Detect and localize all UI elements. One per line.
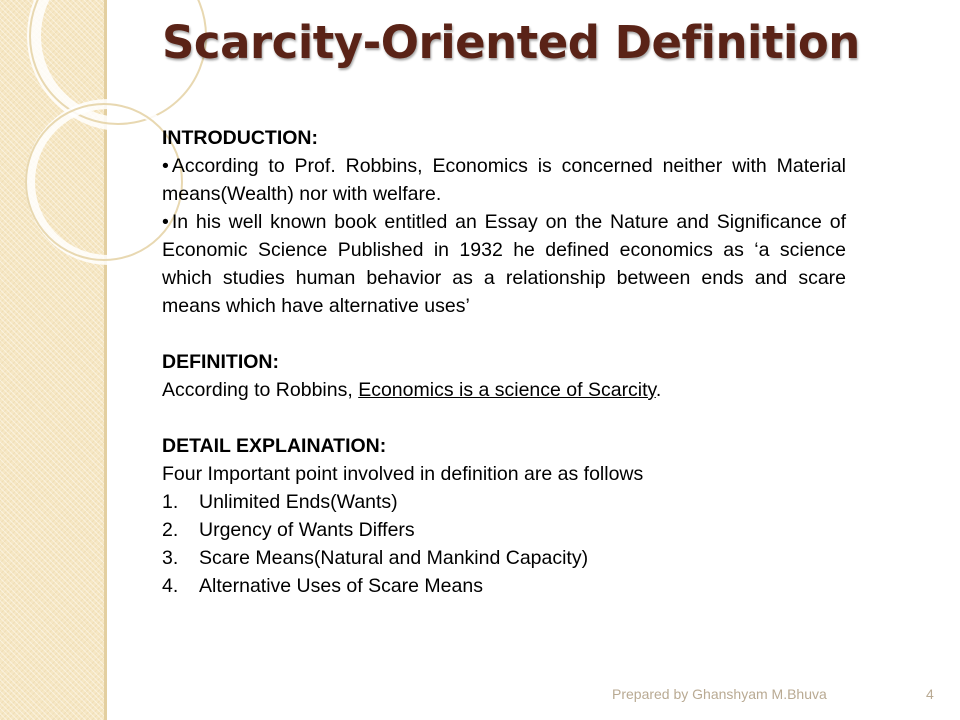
list-item-text: Alternative Uses of Scare Means: [199, 575, 483, 597]
intro-bullet-1: [162, 152, 846, 208]
slide-title: Scarcity-Oriented Definition: [162, 16, 860, 69]
list-item: [162, 516, 846, 544]
spacer: [162, 320, 846, 348]
spacer: [162, 404, 846, 432]
page-number: 4: [926, 686, 934, 702]
bullet-icon: •: [162, 155, 169, 177]
list-item-number: 3.: [162, 547, 179, 569]
detail-heading: DETAIL EXPLAINATION:: [162, 435, 387, 457]
list-item-text: Unlimited Ends(Wants): [199, 491, 398, 513]
definition-suffix: .: [655, 379, 662, 401]
list-item-number: 1.: [162, 491, 179, 513]
list-item: [162, 488, 846, 516]
list-item-number: 2.: [162, 519, 179, 541]
intro-bullet-2-text: In his well known book entitled an Essay on the Nature and Significance of Economic Science Published in 1932 he defined economics as ‘a science which studies human behavior as a relationship between ends and scare means which have alternative uses’: [162, 211, 846, 317]
definition-text: [162, 376, 846, 404]
slide-content: [162, 124, 846, 600]
definition-underlined: Economics is a science of Scarcity: [358, 379, 656, 401]
list-item-number: 4.: [162, 575, 179, 597]
list-item: [162, 572, 846, 600]
footer-author: Prepared by Ghanshyam M.Bhuva: [612, 686, 827, 702]
list-item: [162, 544, 846, 572]
list-item-text: Scare Means(Natural and Mankind Capacity): [199, 547, 589, 569]
intro-bullet-2: [162, 208, 846, 320]
bullet-icon: •: [162, 211, 169, 233]
detail-intro: Four Important point involved in definition are as follows: [162, 463, 644, 485]
intro-bullet-1-text: According to Prof. Robbins, Economics is concerned neither with Material means(Wealth) nor with welfare.: [162, 155, 846, 205]
introduction-heading: INTRODUCTION:: [162, 127, 318, 149]
definition-prefix: According to Robbins,: [162, 379, 359, 401]
list-item-text: Urgency of Wants Differs: [199, 519, 415, 541]
definition-heading: DEFINITION:: [162, 351, 279, 373]
